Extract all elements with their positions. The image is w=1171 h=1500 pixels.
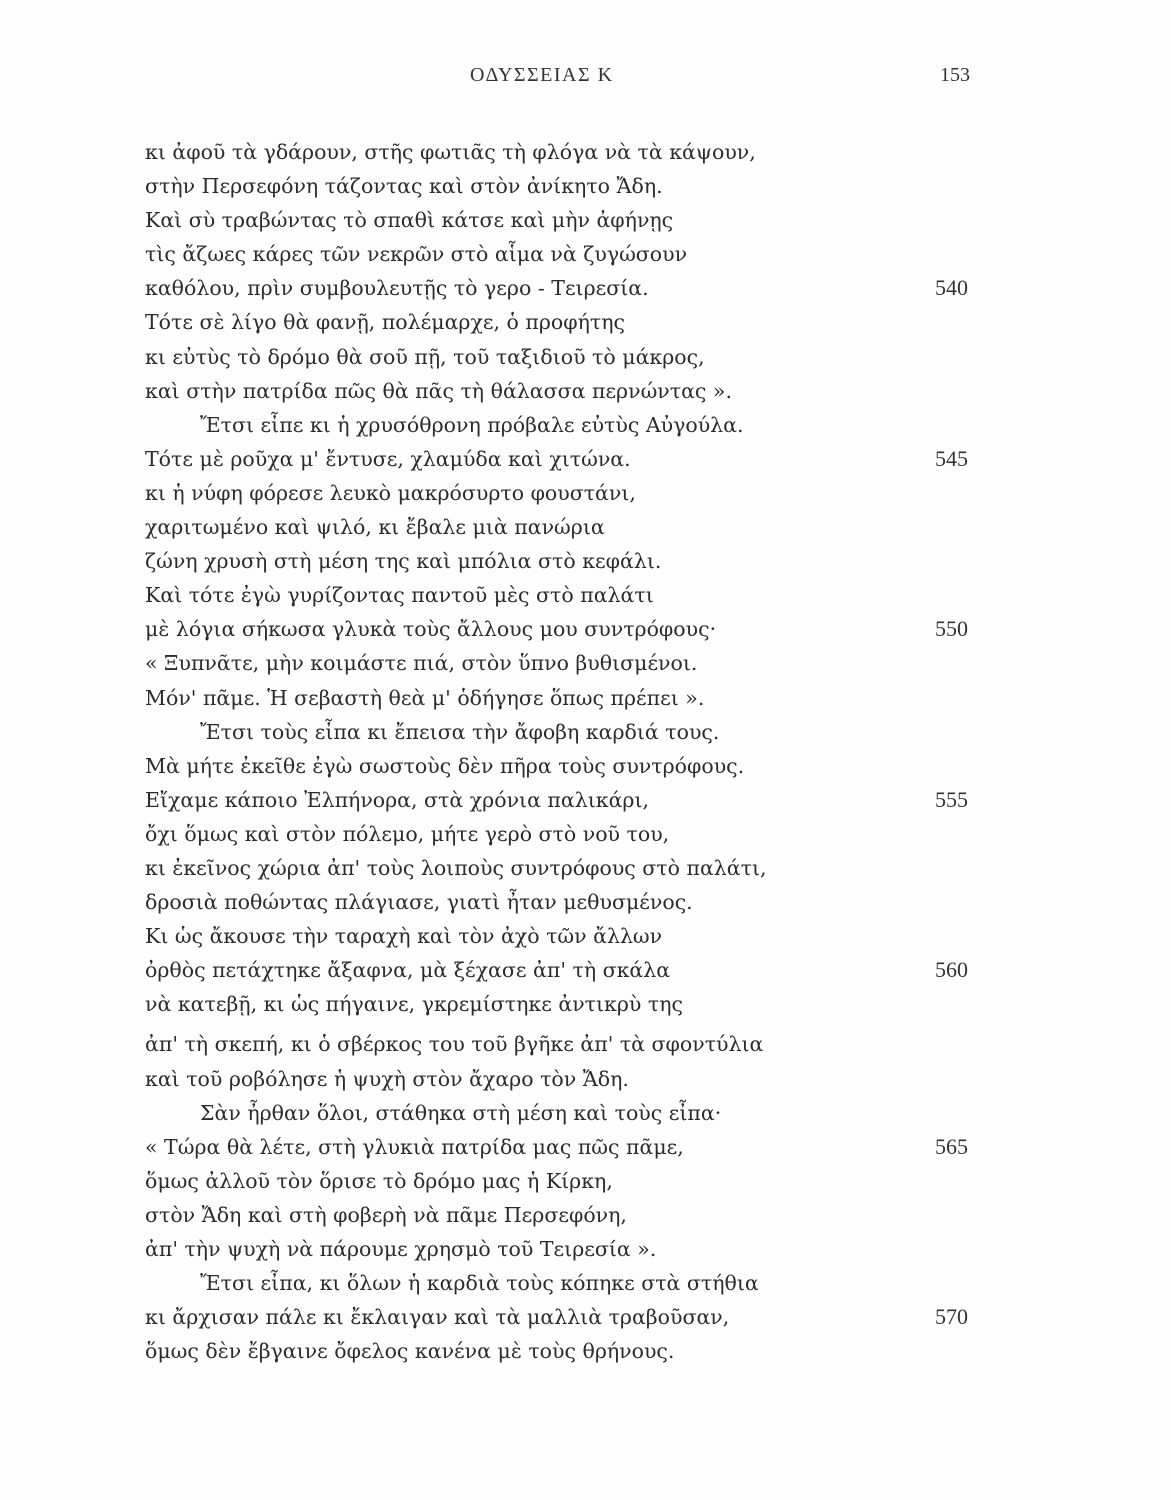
line-number: 540 (935, 275, 968, 301)
verse-line (145, 271, 985, 305)
verse-text: ἀπ' τὴ σκεπή, κι ὁ σβέρκος του τοῦ βγῆκε ἀπ' τὰ σφοντύλια (145, 1032, 764, 1057)
running-head (0, 64, 1171, 94)
verse-text: Τότε σὲ λίγο θὰ φανῇ, πολέμαρχε, ὁ προφήτης (145, 310, 626, 335)
verse-text: τὶς ἄζωες κάρες τῶν νεκρῶν στὸ αἷμα νὰ ζυγώσουν (145, 242, 688, 267)
verse-line (145, 1130, 985, 1164)
verse-text: Εἴχαμε κάποιο Ἐλπήνορα, στὰ χρόνια παλικάρι, (145, 787, 650, 812)
verse-text: νὰ κατεβῇ, κι ὡς πήγαινε, γκρεμίστηκε ἀντικρὺ της (145, 992, 683, 1017)
verse-line (145, 578, 985, 612)
verse-line (145, 169, 985, 203)
verse-line (145, 646, 985, 680)
verse-text: Ἔτσι τοὺς εἶπα κι ἔπεισα τὴν ἄφοβη καρδιά τους. (200, 719, 720, 744)
verse-line (145, 1266, 985, 1300)
verse-line (145, 1096, 985, 1130)
running-title: ΟΔΥΣΣΕΙΑΣ Κ (470, 64, 614, 86)
verse-text: Ἔτσι εἶπα, κι ὅλων ἡ καρδιὰ τοὺς κόπηκε στὰ στήθια (200, 1271, 759, 1296)
verse-text: κι ἐκεῖνος χώρια ἀπ' τοὺς λοιποὺς συντρόφους στὸ παλάτι, (145, 855, 767, 880)
verse-text: ἀπ' τὴν ψυχὴ νὰ πάρουμε χρησμὸ τοῦ Τειρεσία ». (145, 1237, 657, 1261)
verse-text: ζώνη χρυσὴ στὴ μέση της καὶ μπόλια στὸ κεφάλι. (145, 549, 662, 574)
verse-text: δροσιὰ ποθώντας πλάγιασε, γιατὶ ἦταν μεθυσμένος. (145, 890, 693, 915)
verse-text: « Τώρα θὰ λέτε, στὴ γλυκιὰ πατρίδα μας πῶς πᾶμε, (145, 1134, 684, 1159)
verse-line (145, 1164, 985, 1198)
verse-line (145, 953, 985, 987)
verse-text: Ἔτσι εἶπε κι ἡ χρυσόθρονη πρόβαλε εὐτὺς Αὐγούλα. (200, 412, 744, 437)
verse-text: καὶ τοῦ ροβόλησε ἡ ψυχὴ στὸν ἄχαρο τὸν Ἄδη. (145, 1066, 629, 1091)
line-number: 565 (935, 1133, 968, 1159)
line-number: 545 (935, 445, 968, 471)
verse-line (145, 783, 985, 817)
verse-text: ὅμως δὲν ἔβγαινε ὄφελος κανένα μὲ τοὺς θρήνους. (145, 1339, 675, 1364)
verse-line (145, 715, 985, 749)
verse-text: Κι ὡς ἄκουσε τὴν ταραχὴ καὶ τὸν ἀχὸ τῶν ἄλλων (145, 924, 663, 949)
verse-text: καὶ στὴν πατρίδα πῶς θὰ πᾶς τὴ θάλασσα περνώντας ». (145, 378, 732, 403)
verse-text: Καὶ τότε ἐγὼ γυρίζοντας παντοῦ μὲς στὸ παλάτι (145, 583, 654, 608)
verse-text: Σὰν ἦρθαν ὅλοι, στάθηκα στὴ μέση καὶ τοὺς εἶπα· (200, 1100, 722, 1125)
verse-text: ὀρθὸς πετάχτηκε ἄξαφνα, μὰ ξέχασε ἀπ' τὴ σκάλα (145, 958, 671, 983)
verse-line (145, 203, 985, 237)
verse-line (145, 919, 985, 953)
verse-line (145, 374, 985, 408)
verse-line (145, 408, 985, 442)
verse-text: « Ξυπνᾶτε, μὴν κοιμάστε πιά, στὸν ὕπνο βυθισμένοι. (145, 651, 698, 676)
verse-line (145, 510, 985, 544)
verse-line (145, 544, 985, 578)
verse-text: στὸν Ἄδη καὶ στὴ φοβερὴ νὰ πᾶμε Περσεφόνη, (145, 1202, 627, 1227)
verse-text: ὅμως ἀλλοῦ τὸν ὅρισε τὸ δρόμο μας ἡ Κίρκη, (145, 1168, 613, 1193)
line-number: 560 (935, 957, 968, 983)
page-number: 153 (940, 64, 970, 86)
verse-text: ὄχι ὅμως καὶ στὸν πόλεμο, μήτε γερὸ στὸ νοῦ του, (145, 821, 670, 846)
line-number: 550 (935, 616, 968, 642)
verse-line (145, 476, 985, 510)
verse-line (145, 237, 985, 271)
verse-line (145, 1198, 985, 1232)
verse-line (145, 1062, 985, 1096)
verse-text: Μόν' πᾶμε. Ἡ σεβαστὴ θεὰ μ' ὁδήγησε ὅπως πρέπει ». (145, 685, 705, 710)
verse-line (145, 817, 985, 851)
verse-text: κι ἄρχισαν πάλε κι ἔκλαιγαν καὶ τὰ μαλλιὰ τραβοῦσαν, (145, 1305, 730, 1330)
verse-text: Καὶ σὺ τραβώντας τὸ σπαθὶ κάτσε καὶ μὴν ἀφήνῃς (145, 208, 674, 233)
verse-text: χαριτωμένο καὶ ψιλό, κι ἔβαλε μιὰ πανώρια (145, 515, 605, 540)
verse-line (145, 987, 985, 1021)
verse-line (145, 1232, 985, 1266)
verse-text: Μὰ μήτε ἐκεῖθε ἐγὼ σωστοὺς δὲν πῆρα τοὺς συντρόφους. (145, 753, 745, 778)
verse-line (145, 851, 985, 885)
verse-text: στὴν Περσεφόνη τάζοντας καὶ στὸν ἀνίκητο Ἄδη. (145, 174, 663, 199)
verse-text: κι ἡ νύφη φόρεσε λευκὸ μακρόσυρτο φουστάνι, (145, 480, 636, 505)
verse-line (145, 1300, 985, 1334)
verse-block (145, 135, 985, 1368)
verse-text: μὲ λόγια σήκωσα γλυκὰ τοὺς ἄλλους μου συντρόφους· (145, 617, 717, 642)
verse-text: κι ἀφοῦ τὰ γδάρουν, στῆς φωτιᾶς τὴ φλόγα νὰ τὰ κάψουν, (145, 140, 756, 164)
verse-text: καθόλου, πρὶν συμβουλευτῇς τὸ γερο - Τειρεσία. (145, 276, 649, 301)
verse-line (145, 1027, 985, 1061)
verse-line (145, 749, 985, 783)
verse-line (145, 681, 985, 715)
verse-line (145, 340, 985, 374)
verse-line (145, 1334, 985, 1368)
verse-line (145, 135, 985, 169)
line-number: 570 (935, 1304, 968, 1330)
verse-line (145, 885, 985, 919)
verse-text: κι εὐτὺς τὸ δρόμο θὰ σοῦ πῇ, τοῦ ταξιδιοῦ τὸ μάκρος, (145, 344, 705, 369)
verse-line (145, 612, 985, 646)
verse-line (145, 305, 985, 339)
verse-text: Τότε μὲ ροῦχα μ' ἔντυσε, χλαμύδα καὶ χιτώνα. (145, 446, 631, 471)
line-number: 555 (935, 786, 968, 812)
verse-line (145, 442, 985, 476)
